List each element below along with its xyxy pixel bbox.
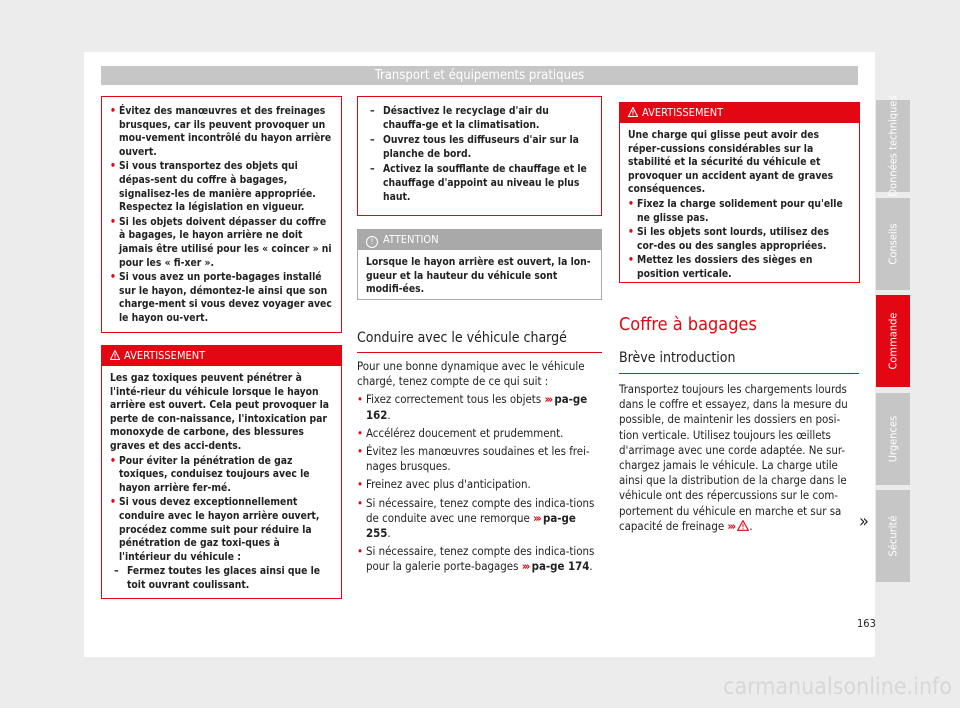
- warning-box-gas-continued: [357, 96, 602, 216]
- page-ref-link[interactable]: pa-ge 174: [531, 559, 590, 574]
- ref-arrow-icon: ›››: [533, 510, 540, 525]
- coffre-body: Transportez toujours les chargements lourds dans le coffre et essayez, dans la mesure du possible, de maintenir les dossiers en posi-tion verticale. Utilisez toujours les œillets d'arrimage avec une corde adaptée. Ne sur-chargez jamais le véhicule. La charge utile ainsi que la distribution de la charge dans le véhicule ont des répercussions sur le com-portement du véhicule en marche et sur sa capacité de freinage ››› .: [619, 382, 848, 533]
- section-title-conduire: Conduire avec le véhicule chargé: [357, 330, 602, 353]
- list-item: • Freinez avec plus d'anticipation.: [357, 477, 600, 492]
- list-item: • Si les objets doivent dépasser du coffre à bagages, le hayon arrière ne doit jamais être utilisé pour les « coincer » ni pour les « fi-xer ».: [110, 216, 333, 270]
- info-icon: !: [366, 236, 378, 248]
- tab-securite[interactable]: Sécurité: [876, 490, 910, 582]
- conduire-intro: Pour une bonne dynamique avec le véhicule chargé, tenez compte de ce qui suit :: [357, 359, 585, 389]
- dash-item: – Ouvrez tous les diffuseurs d'air sur la planche de bord.: [366, 134, 593, 161]
- list-item: • Évitez les manœuvres soudaines et les frei-nages brusques.: [357, 444, 600, 474]
- dash-item: – Désactivez le recyclage d'air du chauffa-ge et la climatisation.: [366, 105, 593, 132]
- warning-box-load: [619, 102, 860, 283]
- continue-marker: »: [859, 511, 869, 532]
- info-box-left: [101, 96, 342, 333]
- ref-arrow-icon: ›››: [544, 392, 552, 407]
- attention-label: ATTENTION: [383, 233, 439, 246]
- attention-header: [358, 230, 601, 250]
- list-item: • Mettez les dossiers des sièges en position verticale.: [628, 254, 851, 281]
- subsection-title-breve: Brève introduction: [619, 350, 859, 374]
- warning-icon: [110, 350, 120, 360]
- warning-label: AVERTISSEMENT: [642, 106, 724, 119]
- page-ref-link[interactable]: pa-ge 162: [366, 392, 588, 422]
- list-item: • Si les objets sont lourds, utilisez des cor-des ou des sangles appropriées.: [628, 226, 851, 253]
- dash-item: – Activez la soufflante de chauffage et le chauffage d'appoint au niveau le plus haut.: [366, 163, 593, 204]
- warning-intro: Les gaz toxiques peuvent pénétrer à l'inté-rieur du véhicule lorsque le hayon arrière est ouvert. Cela peut provoquer la perte de con-naissance, l'intoxication par monoxyde de carbone, des blessures graves et des acci-dents.: [110, 372, 329, 452]
- page-header: Transport et équipements pratiques: [101, 66, 858, 85]
- list-item: • Fixez correctement tous les objets ››› pa-ge 162.: [357, 392, 600, 422]
- list-item: • Pour éviter la pénétration de gaz toxiques, conduisez toujours avec le hayon arrière fer-mé.: [110, 455, 333, 496]
- ref-arrow-icon: ›››: [521, 559, 529, 574]
- tab-commande[interactable]: Commande: [876, 295, 910, 387]
- page-number: 163: [857, 617, 876, 630]
- list-item: • Si nécessaire, tenez compte des indica-tions de conduite avec une remorque ››› pa-ge 255.: [357, 496, 600, 542]
- list-item: • Accélérez doucement et prudemment.: [357, 426, 600, 441]
- warning-intro: Une charge qui glisse peut avoir des réper-cussions considérables sur la stabilité et la sécurité du véhicule et provoquer un accident ayant de graves conséquences.: [628, 129, 834, 196]
- warning-icon: [628, 107, 638, 117]
- tab-urgences[interactable]: Urgences: [876, 393, 910, 485]
- conduire-body: [357, 359, 600, 578]
- watermark: carmanualsonline.info: [723, 674, 952, 700]
- warning-header: [620, 103, 859, 123]
- tab-donnees-techniques[interactable]: Données techniques: [876, 100, 910, 192]
- section-title-coffre: Coffre à bagages: [619, 314, 757, 335]
- attention-text: Lorsque le hayon arrière est ouvert, la lon-gueur et la hauteur du véhicule sont modifi-ées.: [366, 256, 591, 296]
- warning-triangle-icon[interactable]: [737, 520, 749, 531]
- list-item: • Si vous devez exceptionnellement conduire avec le hayon arrière ouvert, procédez comme suit pour réduire la pénétration de gaz toxi-ques à l'intérieur du véhicule :: [110, 496, 333, 564]
- dash-item: – Fermez toutes les glaces ainsi que le toit ouvrant coulissant.: [110, 565, 333, 592]
- warning-label: AVERTISSEMENT: [124, 349, 206, 362]
- list-item: • Évitez des manœuvres et des freinages brusques, car ils peuvent provoquer un mou-vement incontrôlé du hayon arrière ouvert.: [110, 105, 333, 159]
- ref-arrow-icon: ›››: [727, 518, 735, 533]
- page-ref-link[interactable]: pa-ge 255: [366, 510, 576, 541]
- list-item: • Si vous transportez des objets qui dépas-sent du coffre à bagages, signalisez-les de manière appropriée. Respectez la législation en vigueur.: [110, 160, 333, 214]
- attention-box: [357, 229, 602, 300]
- warning-box-gas: [101, 345, 342, 599]
- list-item: • Si vous avez un porte-bagages installé sur le hayon, démontez-le ainsi que son charge-ment si vous devez voyager avec le hayon ou-vert.: [110, 271, 333, 325]
- list-item: • Si nécessaire, tenez compte des indica-tions pour la galerie porte-bagages ››› pa-ge 174.: [357, 544, 600, 574]
- list-item: • Fixez la charge solidement pour qu'elle ne glisse pas.: [628, 198, 851, 225]
- warning-header: [102, 346, 341, 366]
- tab-conseils[interactable]: Conseils: [876, 198, 910, 290]
